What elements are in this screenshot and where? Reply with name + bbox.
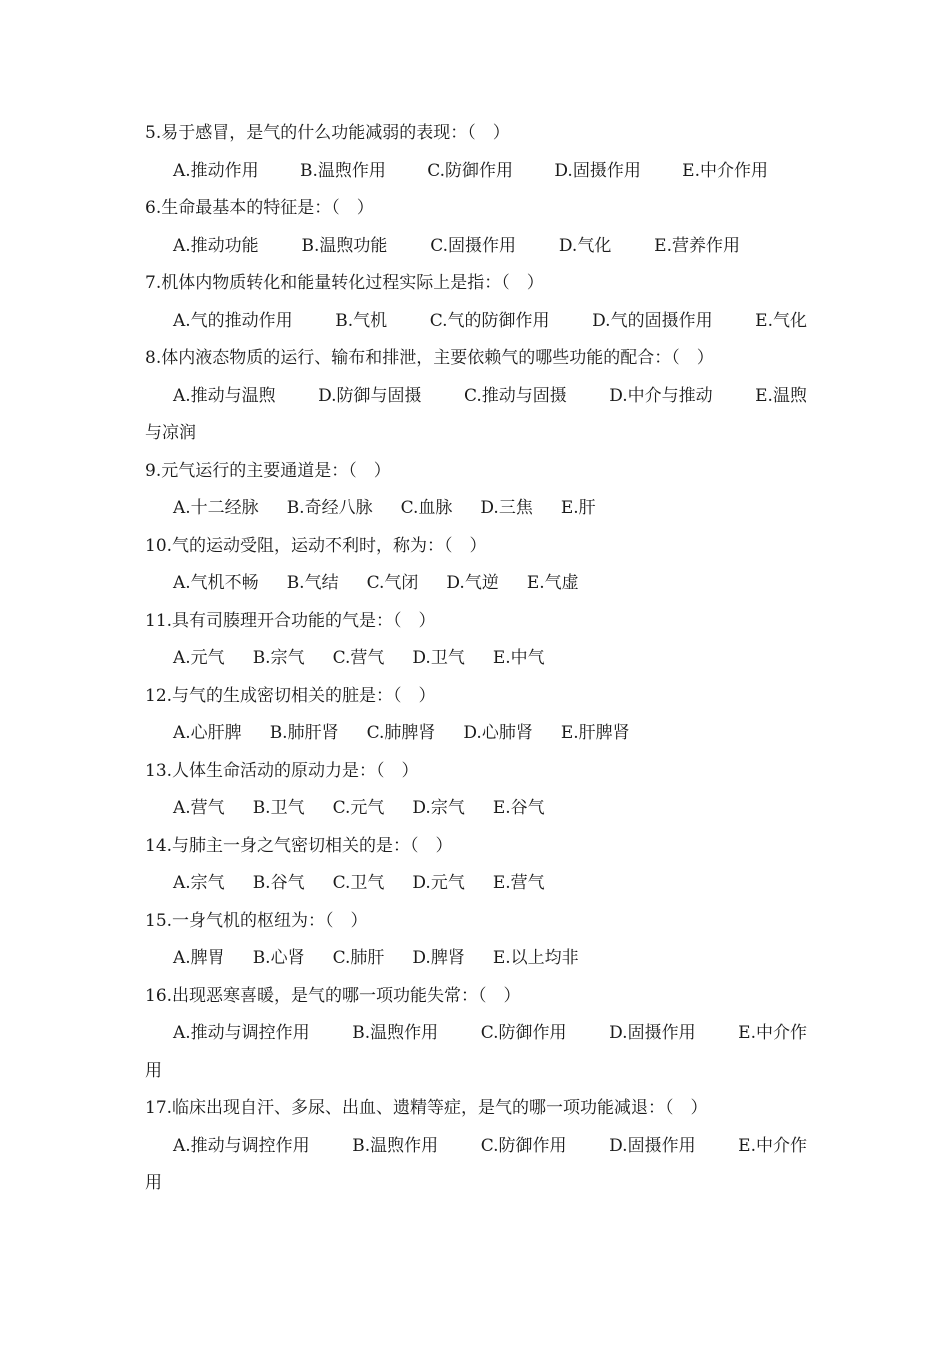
option-a: A.十二经脉 bbox=[173, 498, 259, 518]
option-e: E.营养作用 bbox=[654, 235, 740, 256]
option-c: C.防御作用 bbox=[427, 160, 514, 181]
question-stem: 9.元气运行的主要通道是：（ ） bbox=[145, 460, 391, 481]
option-d: D.固摄作用 bbox=[554, 160, 641, 181]
option-c: C.气闭 bbox=[366, 573, 419, 593]
option-d: D.固摄作用 bbox=[609, 1135, 696, 1156]
question-options bbox=[145, 715, 815, 753]
option-c: C.肺脾肾 bbox=[366, 723, 436, 743]
option-a: A.推动作用 bbox=[173, 160, 259, 181]
option-b: B.气结 bbox=[286, 573, 339, 593]
option-b: B.肺肝肾 bbox=[269, 723, 339, 743]
option-d: D.心肺肾 bbox=[463, 723, 533, 743]
question-options bbox=[145, 490, 815, 528]
option-d: D.脾肾 bbox=[412, 948, 465, 968]
option-b: B.温煦功能 bbox=[301, 235, 388, 256]
option-a: A.气机不畅 bbox=[173, 573, 259, 593]
question-options bbox=[145, 1015, 815, 1053]
option-e: E.气虚 bbox=[526, 573, 579, 593]
option-c: C.防御作用 bbox=[480, 1135, 567, 1156]
question-list bbox=[145, 115, 815, 1203]
option-a: A.推动与调控作用 bbox=[173, 1023, 310, 1043]
option-a: A.心肝脾 bbox=[173, 723, 242, 743]
option-b: B.谷气 bbox=[252, 873, 305, 893]
option-b: B.温煦作用 bbox=[352, 1023, 439, 1043]
question-stem: 6.生命最基本的特征是：（ ） bbox=[145, 198, 374, 218]
question-stem: 11.具有司腠理开合功能的气是：（ ） bbox=[145, 610, 436, 631]
option-c: C.营气 bbox=[332, 648, 385, 668]
question-options bbox=[145, 153, 815, 191]
question-options bbox=[145, 378, 815, 416]
option-e: E.温煦 bbox=[755, 385, 807, 406]
option-b: B.宗气 bbox=[252, 648, 305, 668]
option-e: E.气化 bbox=[755, 310, 807, 331]
option-continuation: 用 bbox=[145, 1173, 162, 1193]
option-c: C.防御作用 bbox=[480, 1023, 567, 1043]
option-e: E.营气 bbox=[492, 873, 545, 893]
option-d: D.气化 bbox=[558, 235, 612, 256]
option-e: E.中介作 bbox=[738, 1135, 807, 1156]
question-options bbox=[145, 565, 815, 603]
option-a: A.气的推动作用 bbox=[173, 310, 293, 331]
option-c: C.血脉 bbox=[400, 498, 453, 518]
question-stem: 8.体内液态物质的运行、输布和排泄，主要依赖气的哪些功能的配合：（ ） bbox=[145, 348, 714, 368]
option-c: C.肺肝 bbox=[332, 948, 385, 968]
question-stem: 14.与肺主一身之气密切相关的是：（ ） bbox=[145, 835, 453, 856]
question-options bbox=[145, 228, 815, 266]
question-stem: 16.出现恶寒喜暖，是气的哪一项功能失常：（ ） bbox=[145, 985, 521, 1006]
question-options bbox=[145, 1128, 815, 1166]
option-c: C.固摄作用 bbox=[430, 235, 517, 256]
option-b: D.防御与固摄 bbox=[318, 385, 422, 406]
option-c: C.推动与固摄 bbox=[464, 385, 567, 406]
option-a: A.元气 bbox=[173, 648, 225, 668]
option-e: E.谷气 bbox=[492, 798, 545, 818]
question-options bbox=[145, 940, 815, 978]
option-e: E.以上均非 bbox=[492, 948, 579, 968]
question-stem: 10.气的运动受阻，运动不利时，称为：（ ） bbox=[145, 535, 487, 556]
question-stem: 5.易于感冒，是气的什么功能减弱的表现：（ ） bbox=[145, 123, 510, 143]
option-a: A.推动功能 bbox=[173, 235, 259, 256]
option-d: D.元气 bbox=[412, 873, 465, 893]
option-d: D.气逆 bbox=[446, 573, 499, 593]
option-d: D.三焦 bbox=[480, 498, 533, 518]
option-b: B.心肾 bbox=[252, 948, 305, 968]
question-stem: 17.临床出现自汗、多尿、出血、遗精等症，是气的哪一项功能减退：（ ） bbox=[145, 1098, 708, 1118]
option-b: B.奇经八脉 bbox=[286, 498, 373, 518]
question-options bbox=[145, 790, 815, 828]
option-d: D.气的固摄作用 bbox=[592, 310, 713, 331]
option-e: E.中气 bbox=[492, 648, 545, 668]
option-b: B.温煦作用 bbox=[352, 1135, 439, 1156]
question-options bbox=[145, 640, 815, 678]
option-b: B.卫气 bbox=[252, 798, 305, 818]
option-a: A.营气 bbox=[173, 798, 225, 818]
question-stem: 15.一身气机的枢纽为：（ ） bbox=[145, 910, 368, 931]
option-e: E.中介作用 bbox=[682, 160, 768, 181]
option-e: E.肝 bbox=[560, 498, 596, 518]
option-a: A.推动与温煦 bbox=[173, 385, 276, 406]
option-e: E.肝脾肾 bbox=[560, 723, 630, 743]
option-a: A.脾胃 bbox=[173, 948, 225, 968]
question-options bbox=[145, 303, 815, 341]
question-stem: 12.与气的生成密切相关的脏是：（ ） bbox=[145, 685, 436, 706]
option-d: D.中介与推动 bbox=[609, 385, 713, 406]
question-stem: 7.机体内物质转化和能量转化过程实际上是指：（ ） bbox=[145, 273, 544, 293]
option-b: B.气机 bbox=[335, 310, 388, 331]
option-d: D.卫气 bbox=[412, 648, 465, 668]
option-c: C.卫气 bbox=[332, 873, 385, 893]
option-d: D.固摄作用 bbox=[609, 1023, 696, 1043]
option-b: B.温煦作用 bbox=[300, 160, 386, 181]
option-d: D.宗气 bbox=[412, 798, 465, 818]
question-stem: 13.人体生命活动的原动力是：（ ） bbox=[145, 760, 419, 781]
option-c: C.元气 bbox=[332, 798, 385, 818]
option-c: C.气的防御作用 bbox=[429, 310, 550, 331]
option-a: A.推动与调控作用 bbox=[173, 1135, 310, 1156]
question-options bbox=[145, 865, 815, 903]
option-continuation: 用 bbox=[145, 1060, 162, 1081]
option-a: A.宗气 bbox=[173, 873, 225, 893]
option-continuation: 与凉润 bbox=[145, 423, 196, 443]
option-e: E.中介作 bbox=[738, 1023, 807, 1043]
